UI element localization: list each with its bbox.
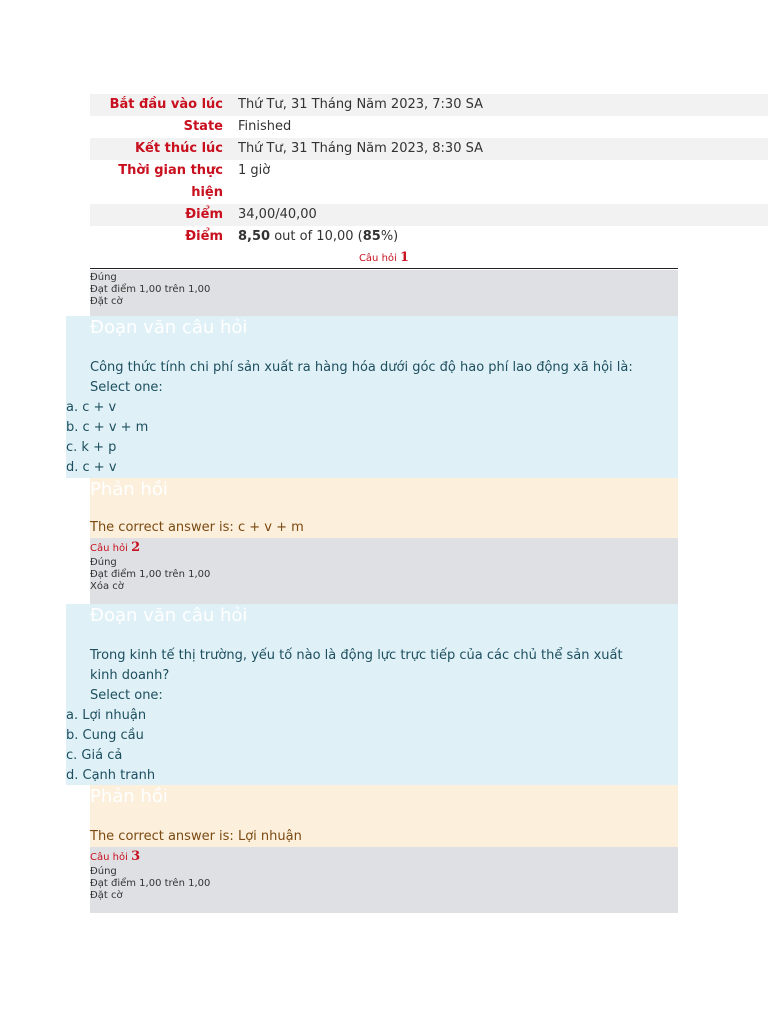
summary-row-state: [90, 116, 768, 138]
question-prompt: Công thức tính chi phí sản xuất ra hàng hóa dưới góc độ hao phí lao động xã hội là:: [90, 360, 633, 375]
correct-answer: The correct answer is: Lợi nhuận: [90, 829, 302, 844]
answer-option[interactable]: a. Lợi nhuận: [66, 708, 147, 723]
answer-option[interactable]: d. Cạnh tranh: [66, 768, 156, 783]
summary-row-marks: [90, 204, 768, 226]
summary-row-completed: [90, 138, 768, 160]
divider: [90, 268, 678, 269]
question-1-heading: [90, 250, 678, 265]
question-prompt: Trong kinh tế thị trường, yếu tố nào là động lực trực tiếp của các chủ thể sản xuất kinh doanh?: [90, 648, 623, 683]
question-text-header: Đoạn văn câu hỏi: [90, 605, 248, 626]
flag-question-link[interactable]: Đặt cờ: [90, 890, 123, 901]
question-number: 3: [131, 849, 141, 864]
summary-row-grade: [90, 226, 768, 248]
question-2-info: [90, 538, 678, 604]
summary-label: Bắt đầu vào lúc: [109, 97, 223, 112]
question-status: Đúng: [90, 272, 117, 283]
answer-option[interactable]: c. Giá cả: [66, 748, 123, 763]
question-1-text: [66, 316, 678, 478]
summary-value: Thứ Tư, 31 Tháng Năm 2023, 8:30 SA: [238, 141, 483, 156]
summary-label-line2: hiện: [191, 185, 223, 200]
answer-option[interactable]: b. Cung cầu: [66, 728, 144, 743]
answer-option[interactable]: b. c + v + m: [66, 420, 149, 435]
summary-value: 34,00/40,00: [238, 207, 317, 222]
grade-percent: 85: [362, 229, 381, 244]
question-number: 2: [131, 540, 141, 555]
question-1-info: [90, 270, 678, 316]
answer-option[interactable]: d. c + v: [66, 460, 117, 475]
grade-percent-suffix: %): [380, 229, 399, 244]
summary-label: Điểm: [185, 229, 223, 244]
grade-value: 8,50: [238, 229, 271, 244]
select-one-label: Select one:: [90, 688, 163, 703]
grade-out-of: out of 10,00 (: [270, 229, 363, 244]
question-2-feedback: [90, 785, 678, 847]
answer-option[interactable]: c. k + p: [66, 440, 117, 455]
question-text-header: Đoạn văn câu hỏi: [90, 317, 248, 338]
question-1-feedback: [90, 478, 678, 538]
correct-answer: The correct answer is: c + v + m: [90, 520, 304, 535]
question-number: 1: [400, 250, 410, 265]
question-label: Câu hỏi: [90, 543, 128, 554]
feedback-header: Phản hồi: [90, 479, 168, 500]
summary-value: Thứ Tư, 31 Tháng Năm 2023, 7:30 SA: [238, 97, 483, 112]
question-mark: Đạt điểm 1,00 trên 1,00: [90, 569, 211, 580]
question-mark: Đạt điểm 1,00 trên 1,00: [90, 878, 211, 889]
summary-value: Finished: [238, 119, 292, 134]
summary-label-line1: Thời gian thực: [118, 163, 223, 178]
summary-label: [90, 160, 233, 204]
question-2-text: [66, 604, 678, 785]
flag-question-link[interactable]: Xóa cờ: [90, 581, 124, 592]
question-status: Đúng: [90, 557, 117, 568]
question-label: Câu hỏi: [90, 852, 128, 863]
question-status: Đúng: [90, 866, 117, 877]
summary-row-started: [90, 94, 768, 116]
summary-row-time-taken: [90, 160, 768, 204]
flag-question-link[interactable]: Đặt cờ: [90, 296, 123, 307]
attempt-summary-table: [90, 94, 768, 248]
question-mark: Đạt điểm 1,00 trên 1,00: [90, 284, 211, 295]
summary-value: [233, 226, 768, 248]
question-heading: [90, 849, 678, 866]
select-one-label: Select one:: [90, 380, 163, 395]
feedback-header: Phản hồi: [90, 786, 168, 807]
question-3-info: [90, 847, 678, 913]
summary-label: Kết thúc lúc: [134, 141, 223, 156]
summary-label: State: [183, 119, 223, 134]
question-label: Câu hỏi: [358, 253, 397, 264]
summary-label: Điểm: [185, 207, 223, 222]
summary-value: 1 giờ: [238, 163, 271, 178]
answer-option[interactable]: a. c + v: [66, 400, 117, 415]
question-heading: [90, 540, 678, 557]
